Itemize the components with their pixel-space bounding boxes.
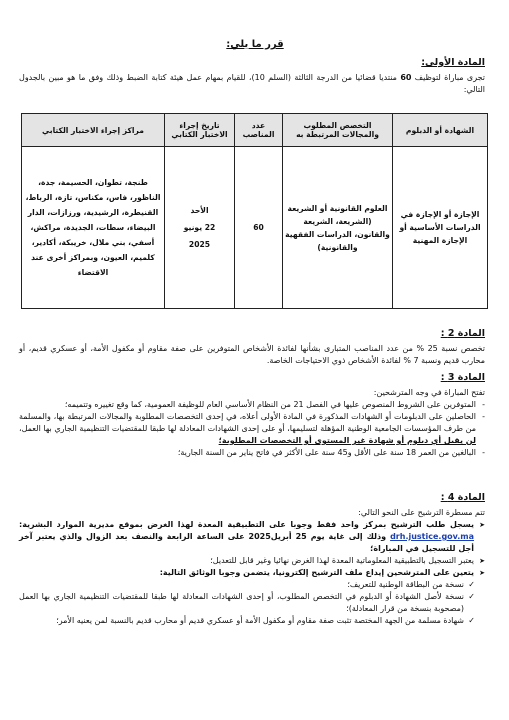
- exam-day: الأحد: [190, 206, 209, 215]
- article-1-heading: المادة الأولى:: [421, 57, 485, 68]
- exam-day-month: 22 يونيو: [183, 223, 216, 232]
- document-item: ✓ نسخة لأصل الشهادة أو الدبلوم في التخصص المطلوب، أو إحدى الشهادات المعادلة لها طبقا للمقتضيات التنظيمية الجاري بها العمل (مصحوبة بنسخة من قرار المعادلة)؛: [19, 591, 475, 615]
- table-header: الشهادة أو الدبلوم: [393, 114, 488, 147]
- article-1-count: 60: [400, 73, 412, 82]
- list-item: ➤ يتعين على المترشحين إيداع ملف الترشيح إلكترونيا، يتضمن وجوبا الوثائق التالية:: [19, 567, 485, 579]
- list-item: - المتوفرين على الشروط المنصوص عليها في الفصل 21 من النظام الأساسي العام للوظيفة العمومية، كما وقع تغييره وتتميمه؛: [19, 399, 485, 411]
- article-3-heading: المادة 3 :: [440, 372, 485, 383]
- table-header: التخصص المطلوب والمجالات المرتبطة به: [283, 114, 393, 147]
- article-1-intro-pre: تجرى مباراة لتوظيف: [411, 73, 485, 82]
- exam-date-cell: [165, 147, 235, 309]
- exam-year: 2025: [188, 240, 211, 249]
- article-4-body: [19, 507, 485, 627]
- list-item: [19, 411, 485, 447]
- drh-website-link[interactable]: drh.justice.gov.ma: [390, 532, 475, 541]
- table-header-row: [22, 114, 488, 147]
- document-item: ✓ نسخة من البطاقة الوطنية للتعريف؛: [19, 579, 475, 591]
- table-header: عدد المناصب: [235, 114, 283, 147]
- list-item: [19, 519, 485, 555]
- article-3-body: [19, 387, 485, 459]
- list-item-tail: وذلك إلى غاية يوم 25 أبريل2025 على الساعة الرابعة والنصف بعد الزوال والذي يعتبر آخر أجل للتسجيل في المباراة؛: [19, 532, 474, 553]
- article-2-heading: المادة 2 :: [440, 328, 485, 339]
- specialty-cell: العلوم القانونية أو الشريعة (الشريعة، الشريعة والقانون، الدراسات الفقهية والقانونية): [283, 147, 393, 309]
- table-header: تاريخ إجراء الاختبار الكتابي: [165, 114, 235, 147]
- table-row: [22, 147, 488, 309]
- competition-table: [21, 113, 488, 309]
- article-4-intro: تتم مسطرة الترشيح على النحو التالي:: [358, 508, 485, 517]
- list-item-text: الحاصلين على الدبلومات أو الشهادات المذكورة في المادة الأولى أعلاه، في إحدى التخصصات المطلوبة والمجالات المرتبطة بها، والمسلمة من طرف المؤسسات الجامعية الوطنية المؤهلة لتسليمها، أو على إحدى الشهادات المعادلة لها طبقا للمقتضيات التنظيمية الجاري بها العمل،: [19, 412, 476, 433]
- article-2-text: تخصص نسبة 25 % من عدد المناصب المتبارى بشأنها لفائدة الأشخاص المتوفرين على صفة مقاوم أو مكفول الأمة، أو عسكري قديم، أو محارب قديم ونسبة 7 % لفائدة الأشخاص ذوي الاحتياجات الخاصة.: [19, 344, 486, 365]
- table-header: مراكز إجراء الاختبار الكتابي: [22, 114, 165, 147]
- degree-cell: الإجازة أو الإجازة في الدراسات الأساسية أو الإجازة المهنية: [393, 147, 488, 309]
- positions-cell: 60: [235, 147, 283, 309]
- article-3-intro: تفتح المباراة في وجه المترشحين:: [373, 388, 485, 397]
- article-1-text: [19, 72, 485, 96]
- article-4-list: [19, 519, 485, 579]
- article-3-list: [19, 399, 485, 459]
- article-4-heading: المادة 4 :: [440, 492, 485, 503]
- list-item-text: يسجل طلب الترشيح بمركز واحد فقط وجوبا على التطبيقية المعدة لهذا الغرض بموقع مديرية الموارد البشرية:: [19, 520, 474, 529]
- required-documents-list: [19, 579, 485, 627]
- list-item: - البالغين من العمر 18 سنة على الأقل و45 سنة على الأكثر في فاتح يناير من السنة الجارية؛: [19, 447, 485, 459]
- centers-cell: طنجة، تطوان، الحسيمة، جدة، الناظور، فاس، مكناس، تازة، الرباط، القنيطرة، الرشيدية، ورزازات، الدار البيضاء، سطات، الجديدة، مراكش، أسفي، بني ملال، خريبكة، أكادير، كلميم، العيون، وبمراكز أخرى عند الاقتضاء: [22, 147, 165, 309]
- article-1-intro-post: منتديا قضائيا من الدرجة الثالثة (السلم 10)، للقيام بمهام عمل هيئة كتابة الضبط وذلك وفق ما هو مبين بالجدول التالي:: [19, 73, 485, 94]
- decision-title: قرر ما يلي:: [226, 39, 284, 50]
- list-item-emphasis: لن يقبل أي دبلوم أو شهادة غير المستوى أو التخصصات المطلوبة؛: [218, 436, 476, 445]
- document-item: ✓ شهادة مسلمة من الجهة المختصة تثبت صفة مقاوم أو مكفول الأمة أو عسكري قديم أو محارب قديم بالنسبة لمن يعنيه الأمر؛: [19, 615, 475, 627]
- list-item: ➤ يعتبر التسجيل بالتطبيقية المعلوماتية المعدة لهذا الغرض نهائيا وغير قابل للتعديل؛: [19, 555, 485, 567]
